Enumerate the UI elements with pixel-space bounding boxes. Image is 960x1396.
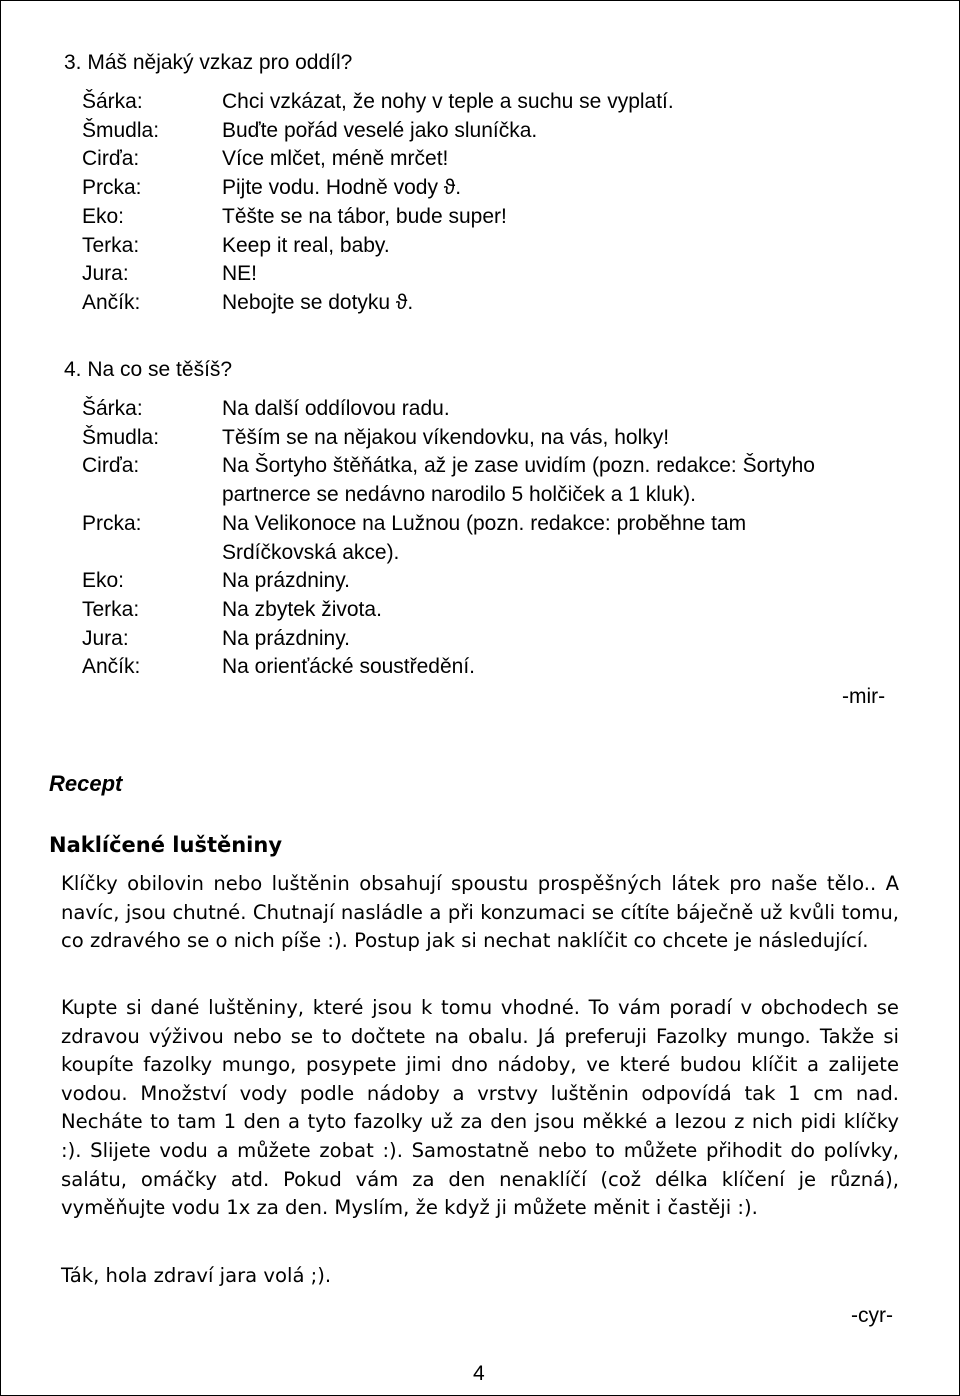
answer-text: Na další oddílovou radu. bbox=[222, 397, 450, 420]
answer-name: Jura: bbox=[82, 262, 129, 286]
answer-name: Eko: bbox=[82, 204, 125, 228]
answer-text: Těším se na nějakou víkendovku, na vás, holky! bbox=[222, 425, 670, 449]
answer-row bbox=[82, 260, 862, 289]
recipe-paragraph: Klíčky obilovin nebo luštěnin obsahují spoustu prospěšných látek pro naše tělo.. A navíc, jsou chutné. Chutnají nasládle a při konzumaci se cítíte báječně už kvůli tomu, co zdravého se o nich píše :). Postup jak si nechat naklíčit co chcete je následující. bbox=[61, 872, 899, 953]
answer-name: Eko: bbox=[82, 569, 125, 593]
answer-name: Šmudla: bbox=[82, 118, 160, 142]
answer-row bbox=[82, 203, 862, 232]
answer-name: Terka: bbox=[82, 597, 140, 621]
answer-row bbox=[82, 424, 862, 453]
answer-name: Cirďa: bbox=[82, 454, 140, 478]
answer-row bbox=[82, 625, 862, 654]
answer-text: Chci vzkázat, že nohy v teple a suchu se vyplatí. bbox=[222, 90, 674, 113]
answer-text: Těšte se na tábor, bude super! bbox=[222, 204, 507, 228]
signature-cyr: -cyr- bbox=[851, 1304, 893, 1327]
page-number: 4 bbox=[473, 1362, 485, 1385]
answer-text: Nebojte se dotyku ϑ. bbox=[222, 290, 414, 314]
answer-text: Na orienťácké soustředění. bbox=[222, 655, 476, 679]
section-title: Recept bbox=[49, 771, 123, 796]
answer-row bbox=[82, 117, 862, 146]
recipe-title: Naklíčené luštěniny bbox=[49, 833, 283, 857]
answer-name: Ančík: bbox=[82, 655, 141, 679]
question-4-heading: 4. Na co se těšíš? bbox=[64, 358, 233, 381]
answer-text: Na prázdniny. bbox=[222, 626, 351, 650]
answer-text: Buďte pořád veselé jako sluníčka. bbox=[222, 118, 538, 142]
answer-name: Prcka: bbox=[82, 511, 142, 535]
answer-text: Na Šortyho štěňátka, až je zase uvidím (pozn. redakce: Šortyho partnerce se nedávno narodilo 5 holčiček a 1 kluk). bbox=[222, 454, 815, 507]
answer-text: NE! bbox=[222, 262, 258, 286]
answer-row bbox=[82, 145, 862, 174]
answer-row bbox=[82, 567, 862, 596]
answer-text: Na prázdniny. bbox=[222, 569, 351, 593]
answer-text: Na Velikonoce na Lužnou (pozn. redakce: proběhne tam Srdíčkovská akce). bbox=[222, 511, 747, 564]
answer-row bbox=[82, 510, 862, 567]
answer-text: Více mlčet, méně mrčet! bbox=[222, 147, 449, 171]
answer-row bbox=[82, 232, 862, 261]
answer-text: Pijte vodu. Hodně vody ϑ. bbox=[222, 176, 462, 200]
signature-mir: -mir- bbox=[842, 685, 886, 708]
answer-row bbox=[82, 88, 862, 117]
answer-name: Prcka: bbox=[82, 176, 142, 200]
question-3-heading: 3. Máš nějaký vzkaz pro oddíl? bbox=[64, 51, 353, 74]
answer-text: Na zbytek života. bbox=[222, 597, 382, 621]
answer-row bbox=[82, 596, 862, 625]
recipe-paragraph: Kupte si dané luštěniny, které jsou k tomu vhodné. To vám poradí v obchodech se zdravou výživou nebo se to dočtete na obalu. Já preferuji Fazolky mungo. Takže si koupíte fazolky mungo, posypete jimi dno nádoby, ve které budou klíčit a zalijete vodou. Množství vody podle nádoby a vrstvy luštěnin odpovídá tak 1 cm nad. Necháte to tam 1 den a tyto fazolky už za den jsou měkké a lezou z nich pidi klíčky :). Slijete vodu a můžete zobat :). Samostatně nebo to můžete přihodit do polívky, salátu, omáčky atd. Pokud vám za den nenaklíčí (což délka klíčení je různá), vyměňujte vodu 1x za den. Myslím, že když ji můžete měnit i častěji :). bbox=[61, 996, 899, 1220]
answer-name: Terka: bbox=[82, 233, 140, 257]
answer-name: Jura: bbox=[82, 626, 129, 650]
question-3-answers bbox=[82, 88, 862, 318]
answer-row bbox=[82, 289, 862, 318]
answer-row bbox=[82, 452, 862, 509]
answer-text: Keep it real, baby. bbox=[222, 233, 390, 257]
answer-name: Šmudla: bbox=[82, 425, 160, 449]
answer-name: Šárka: bbox=[82, 90, 143, 113]
answer-name: Ančík: bbox=[82, 290, 141, 314]
answer-name: Cirďa: bbox=[82, 147, 140, 171]
recipe-paragraph: Ták, hola zdraví jara volá ;). bbox=[61, 1264, 332, 1287]
question-4-answers bbox=[82, 395, 862, 682]
answer-name: Šárka: bbox=[82, 397, 143, 420]
answer-row bbox=[82, 653, 862, 682]
answer-row bbox=[82, 395, 862, 424]
answer-row bbox=[82, 174, 862, 203]
